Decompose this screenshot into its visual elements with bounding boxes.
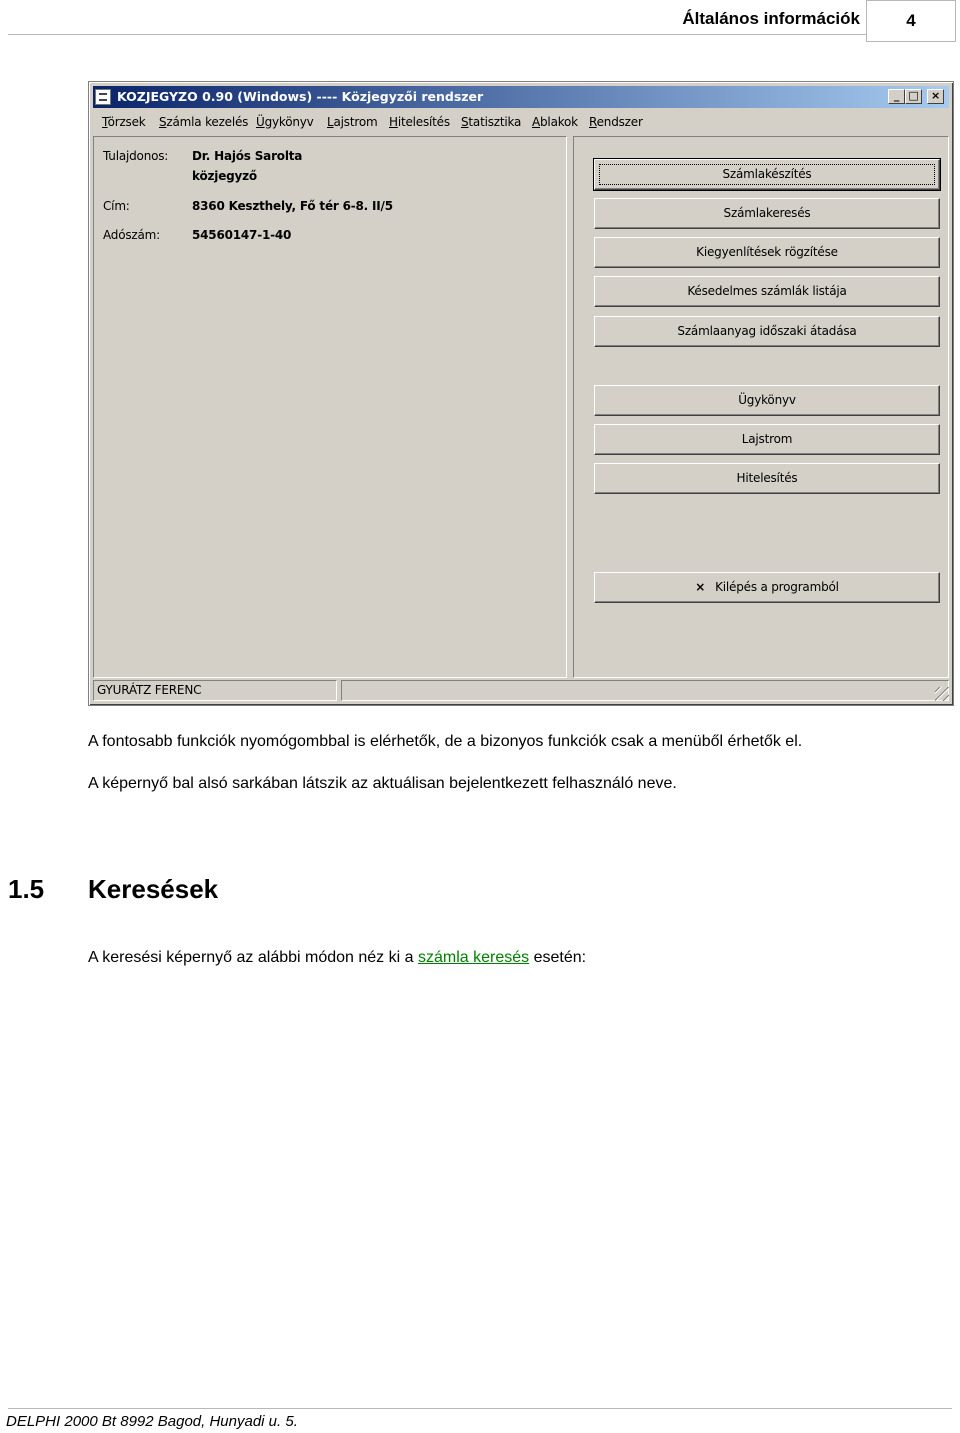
- address-value: 8360 Keszthely, Fő tér 6-8. II/5: [192, 199, 393, 213]
- lajstrom-button[interactable]: [594, 424, 940, 455]
- status-bar-right: [341, 680, 949, 701]
- button-label: Hitelesítés: [736, 471, 798, 485]
- menu-hitelesites[interactable]: Hitelesítés: [389, 115, 450, 129]
- kesedelmes-szamlak-button[interactable]: [594, 276, 940, 307]
- menu-ugykonyv[interactable]: Ügykönyv: [256, 115, 314, 129]
- menu-rendszer[interactable]: Rendszer: [589, 115, 643, 129]
- maximize-button[interactable]: □: [905, 89, 922, 104]
- app-window: [88, 81, 954, 706]
- menu-szamla-kezeles[interactable]: Számla kezelés: [159, 115, 249, 129]
- section-number: 1.5: [8, 874, 45, 904]
- button-label: Ügykönyv: [738, 393, 796, 407]
- menu-bar: [93, 112, 949, 134]
- title-bar: [93, 86, 949, 108]
- owner-title: közjegyző: [192, 169, 257, 183]
- footer-rule: [8, 1408, 952, 1409]
- button-label: Késedelmes számlák listája: [687, 284, 847, 298]
- section-title: Keresések: [88, 874, 219, 904]
- page-number: 4: [866, 0, 956, 42]
- button-label: Kiegyenlítések rögzítése: [696, 245, 838, 259]
- hitelesites-button[interactable]: [594, 463, 940, 494]
- page-header-title: Általános információk: [682, 9, 860, 28]
- ugykonyv-button[interactable]: [594, 385, 940, 416]
- kiegyenlitesek-button[interactable]: [594, 237, 940, 268]
- owner-name: Dr. Hajós Sarolta: [192, 149, 303, 163]
- info-panel: [93, 136, 567, 678]
- button-label: Számlakeresés: [723, 206, 811, 220]
- menu-ablakok[interactable]: Ablakok: [532, 115, 578, 129]
- szamla-kereses-link[interactable]: számla keresés: [417, 949, 530, 966]
- window-title: KOZJEGYZO 0.90 (Windows) ---- Közjegyzői rendszer: [117, 89, 484, 104]
- szamlaanyag-atadas-button[interactable]: [594, 316, 940, 347]
- paragraph-3-end: esetén:: [533, 949, 587, 966]
- menu-statisztika[interactable]: Statisztika: [461, 115, 522, 129]
- menu-lajstrom[interactable]: Lajstrom: [327, 115, 378, 129]
- button-label: Számlakészítés: [722, 167, 812, 181]
- tax-number-label: Adószám:: [103, 228, 160, 242]
- app-icon: [95, 89, 111, 105]
- minimize-button[interactable]: _: [888, 89, 905, 104]
- exit-button[interactable]: [594, 572, 940, 603]
- menu-torzsek[interactable]: Törzsek: [102, 115, 146, 129]
- resize-grip-icon[interactable]: [935, 687, 949, 701]
- footer-text: DELPHI 2000 Bt 8992 Bagod, Hunyadi u. 5.: [6, 1413, 298, 1430]
- owner-label: Tulajdonos:: [103, 149, 169, 163]
- close-icon: ×: [695, 580, 706, 594]
- page-header-rule: [8, 34, 866, 35]
- button-label: Kilépés a programból: [715, 580, 839, 594]
- paragraph-3: [88, 949, 586, 967]
- paragraph-3-text: A keresési képernyő az alábbi módon néz ki a: [88, 949, 414, 966]
- paragraph-1: A fontosabb funkciók nyomógombbal is elérhetők, de a bizonyos funkciók csak a menüből érhetők el.: [88, 733, 803, 750]
- szamlakeszites-button[interactable]: [594, 159, 940, 190]
- tax-number-value: 54560147-1-40: [192, 228, 292, 242]
- paragraph-2: A képernyő bal alsó sarkában látszik az aktuálisan bejelentkezett felhasználó neve.: [88, 775, 677, 792]
- button-label: Számlaanyag időszaki átadása: [677, 324, 857, 338]
- szamlakereses-button[interactable]: [594, 198, 940, 229]
- button-label: Lajstrom: [741, 432, 793, 446]
- address-label: Cím:: [103, 199, 130, 213]
- close-button[interactable]: ×: [927, 89, 944, 104]
- status-user: GYURÁTZ FERENC: [93, 680, 337, 701]
